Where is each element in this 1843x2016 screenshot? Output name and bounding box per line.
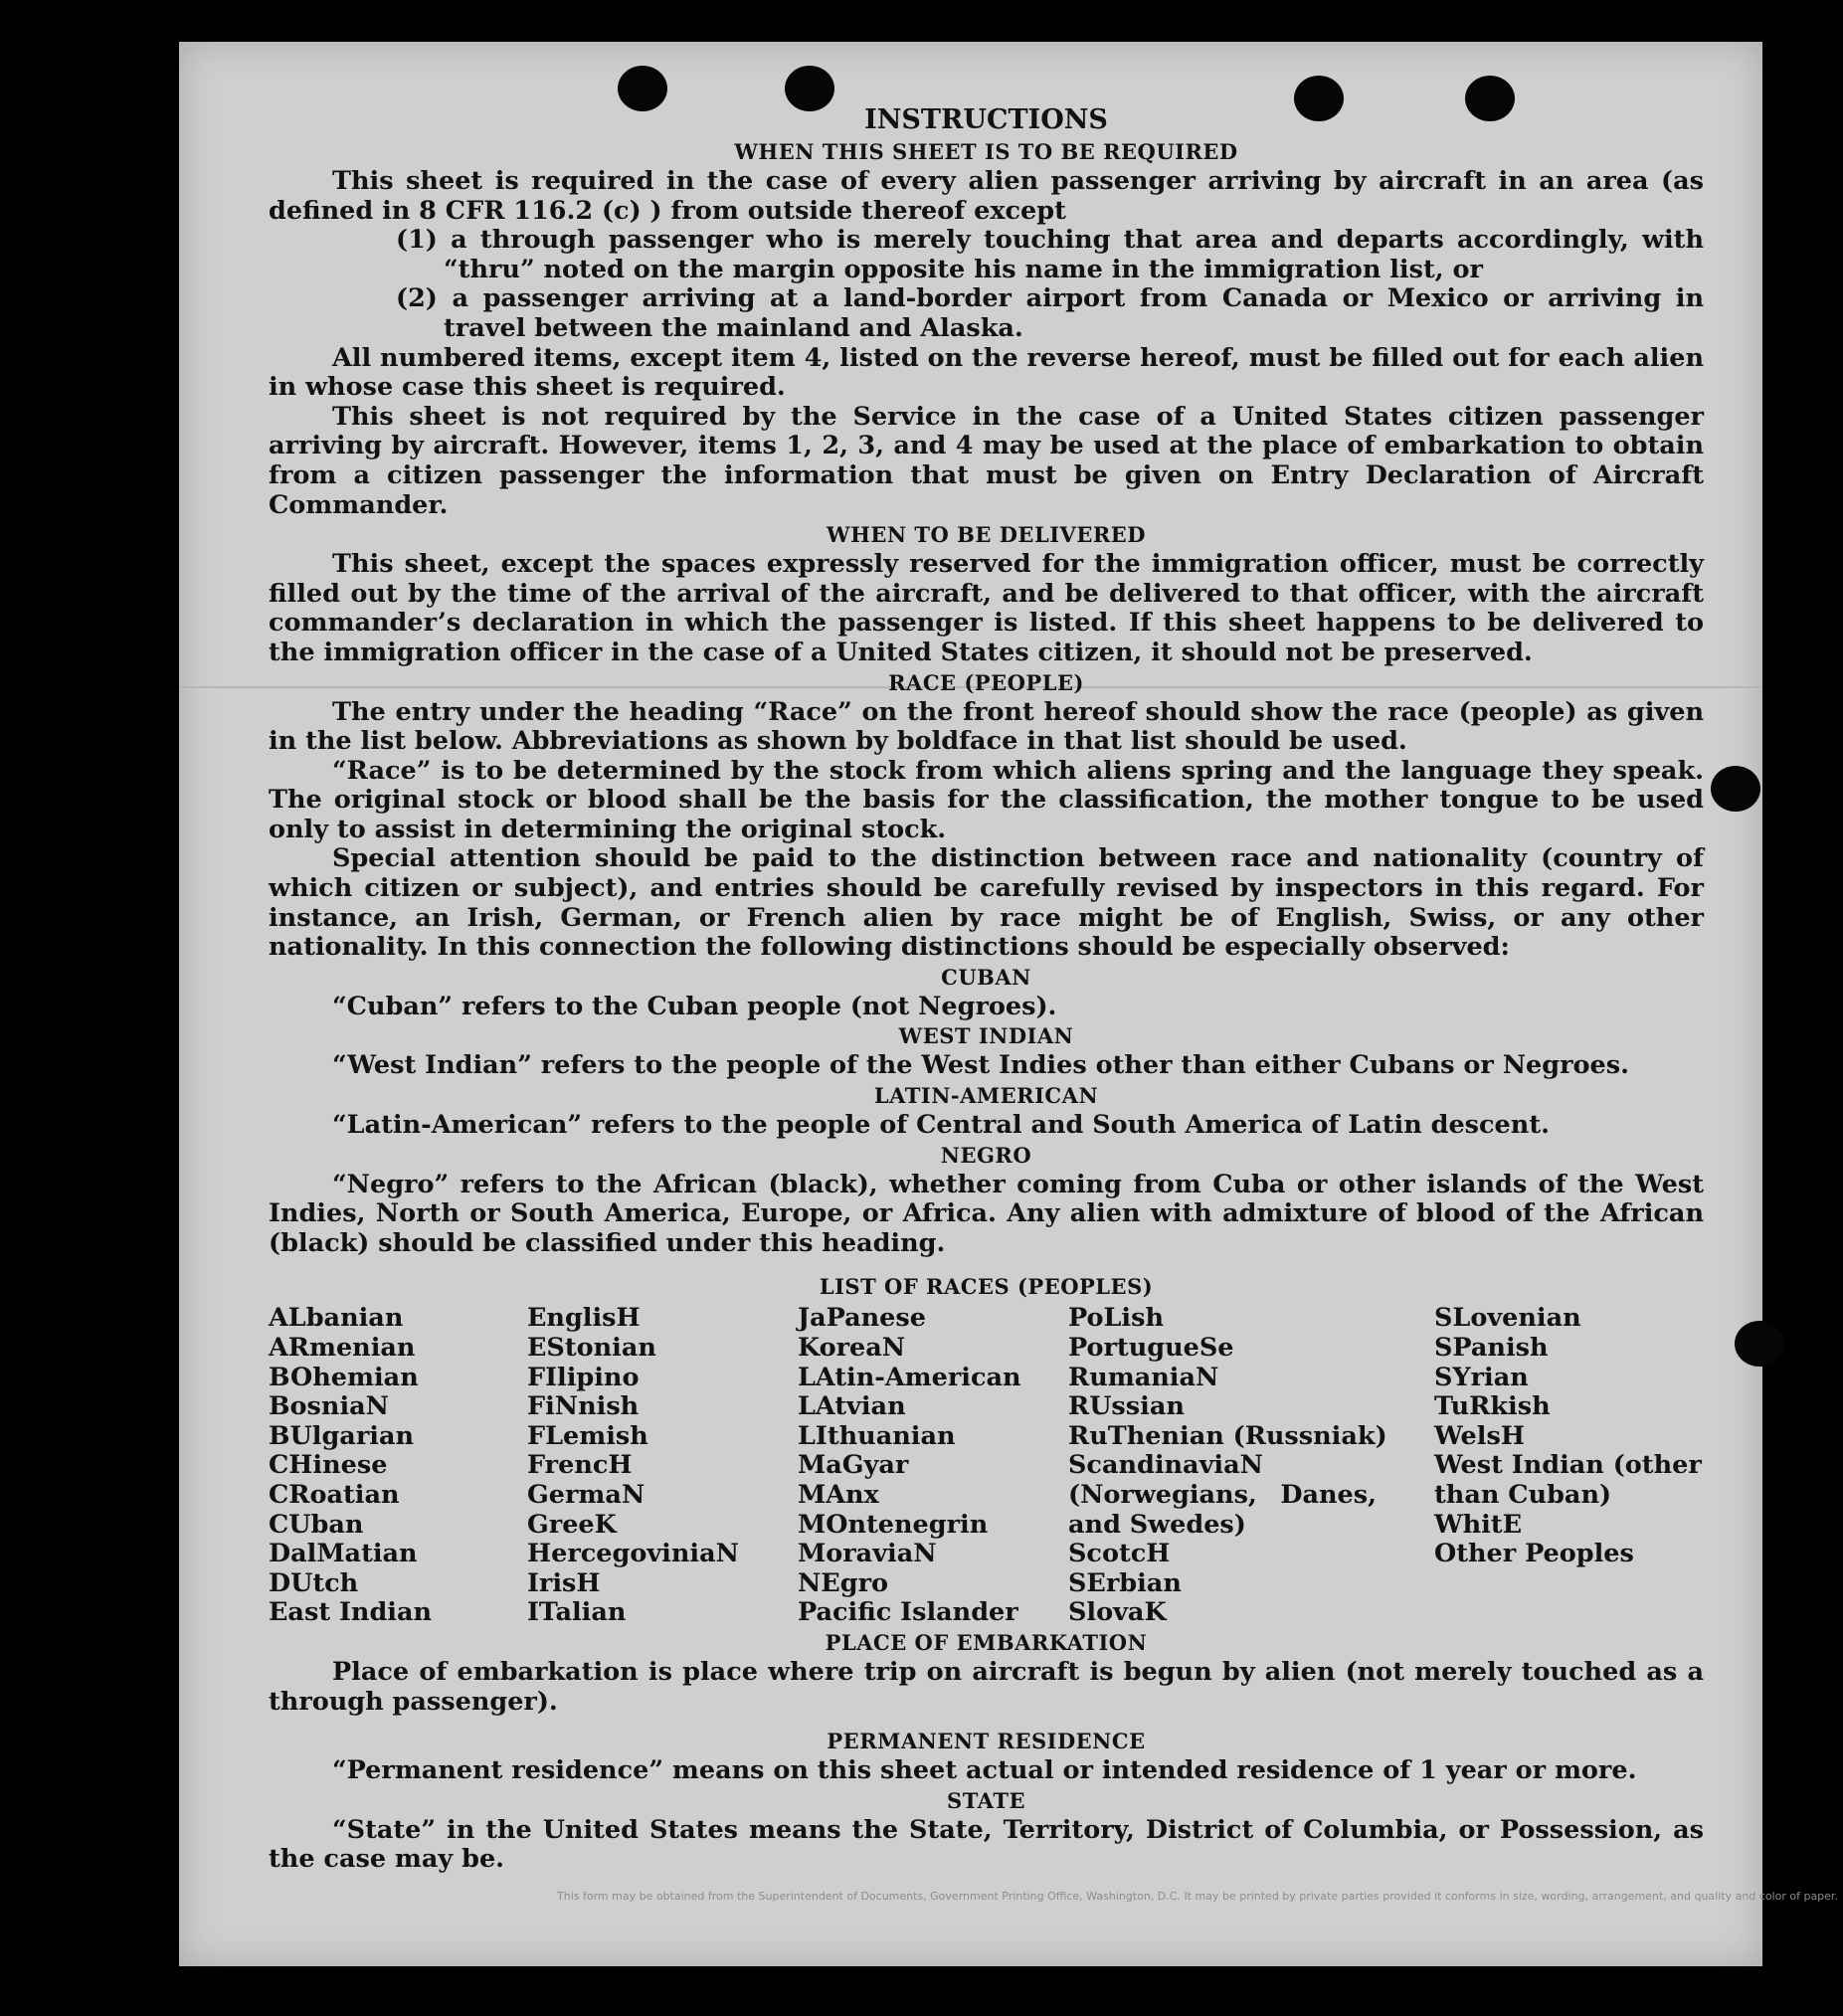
- race-entry: MOntenegrin: [798, 1509, 989, 1540]
- section-heading: PLACE OF EMBARKATION: [825, 1629, 1148, 1655]
- race-entry: SErbian: [1068, 1567, 1182, 1598]
- race-entry: LAtin-American: [798, 1362, 1021, 1392]
- paragraph: Place of embarkation is place where trip on aircraft is begun by alien (not merely touched as a through passenger).: [269, 1656, 1704, 1717]
- race-entry: ITalian: [527, 1597, 627, 1628]
- list-item: (2) a passenger arriving at a land-border airport from Canada or Mexico or arriving in travel between the mainland and Alaska.: [396, 283, 1704, 343]
- race-entry: SPanish: [1434, 1333, 1549, 1363]
- race-entry: ARmenian: [269, 1333, 416, 1363]
- race-entry: BOhemian: [269, 1362, 419, 1392]
- races-column: [1068, 1304, 1434, 1628]
- paragraph: The entry under the heading “Race” on the front hereof should show the race (people) as given in the list below. Abbreviations as shown by boldface in that list should be used.: [269, 696, 1704, 757]
- race-entry: WhitE: [1434, 1509, 1523, 1540]
- race-entry: PortugueSe: [1068, 1333, 1234, 1363]
- race-entry: BUlgarian: [269, 1420, 415, 1451]
- race-entry: IrisH: [527, 1567, 601, 1598]
- race-entry: FIlipino: [527, 1362, 640, 1392]
- races-column: [269, 1304, 527, 1628]
- definition-text: “Negro” refers to the African (black), whether coming from Cuba or other islands of the West Indies, North or South America, Europe, or Africa. Any alien with admixture of blood of the African (black) should be classified under this heading.: [269, 1169, 1704, 1258]
- definition-text: “Latin-American” refers to the people of Central and South America of Latin descent.: [332, 1110, 1550, 1141]
- race-entry: RumaniaN: [1068, 1362, 1219, 1392]
- race-entry: HercegoviniaN: [527, 1539, 739, 1569]
- race-entry: GermaN: [527, 1479, 645, 1510]
- races-heading: LIST OF RACES (PEOPLES): [819, 1274, 1154, 1300]
- definition-text: “West Indian” refers to the people of the West Indies other than either Cubans or Negroes.: [332, 1050, 1629, 1081]
- definition-text: “Cuban” refers to the Cuban people (not Negroes).: [332, 991, 1057, 1021]
- page-title: INSTRUCTIONS: [864, 104, 1108, 135]
- race-entry: EStonian: [527, 1333, 656, 1363]
- race-entry: SlovaK: [1068, 1597, 1167, 1628]
- race-entry: DUtch: [269, 1567, 359, 1598]
- race-entry: MAnx: [798, 1479, 879, 1510]
- race-entry: KoreaN: [798, 1333, 906, 1363]
- race-entry: GreeK: [527, 1509, 617, 1540]
- footer-note: This form may be obtained from the Superintendent of Documents, Government Printing Office, Washington, D.C. It may be printed by private parties provided it conforms in size, wording, arrangement, and quality and color of paper.: [557, 1890, 1838, 1903]
- race-entry: NEgro: [798, 1567, 889, 1598]
- race-entry: SLovenian: [1434, 1303, 1581, 1334]
- document-page: [179, 42, 1838, 1966]
- section-heading: RACE (PEOPLE): [888, 669, 1084, 695]
- race-entry: PoLish: [1068, 1303, 1165, 1334]
- races-column: [527, 1304, 798, 1628]
- races-column: [798, 1304, 1068, 1628]
- race-entry: LAtvian: [798, 1391, 906, 1422]
- race-entry: JaPanese: [798, 1303, 926, 1334]
- instructions-content: [269, 103, 1704, 1875]
- race-entry: DalMatian: [269, 1539, 418, 1569]
- race-entry: FiNnish: [527, 1391, 640, 1422]
- definition-heading: NEGRO: [940, 1142, 1032, 1168]
- race-entry: TuRkish: [1434, 1391, 1551, 1422]
- paragraph: “Race” is to be determined by the stock from which aliens spring and the language they speak. The original stock or blood shall be the basis for the classification, the mother tongue to be used only to assist in determining the original stock.: [269, 755, 1704, 844]
- race-entry: CRoatian: [269, 1479, 400, 1510]
- race-entry: FLemish: [527, 1420, 648, 1451]
- race-entry: RUssian: [1068, 1391, 1185, 1422]
- race-entry: Pacific Islander: [798, 1597, 1018, 1628]
- race-entry: FrencH: [527, 1450, 633, 1481]
- races-column: [1434, 1304, 1704, 1628]
- list-item: (1) a through passenger who is merely touching that area and departs accordingly, with “thru” noted on the margin opposite his name in the immigration list, or: [396, 225, 1704, 284]
- race-entry: ALbanian: [269, 1303, 404, 1334]
- race-entry: EnglisH: [527, 1303, 641, 1334]
- paragraph: This sheet, except the spaces expressly reserved for the immigration officer, must be correctly filled out by the time of the arrival of the aircraft, and be delivered to that officer, with the aircraft commander’s declaration in which the passenger is listed. If this sheet happens to be delivered to the immigration officer in the case of a United States citizen, it should not be preserved.: [269, 549, 1704, 667]
- race-entry: LIthuanian: [798, 1420, 956, 1451]
- race-entry: MaGyar: [798, 1450, 909, 1481]
- section-heading: WHEN TO BE DELIVERED: [826, 522, 1146, 548]
- paragraph: “State” in the United States means the State, Territory, District of Columbia, or Possession, as the case may be.: [269, 1814, 1704, 1875]
- race-entry: RuThenian (Russniak): [1068, 1420, 1387, 1451]
- punch-hole: [1735, 1321, 1784, 1367]
- race-entry: WelsH: [1434, 1420, 1525, 1451]
- race-entry: Other Peoples: [1434, 1539, 1634, 1569]
- definition-heading: CUBAN: [941, 964, 1031, 990]
- punch-hole: [1711, 766, 1760, 812]
- race-entry: BosniaN: [269, 1391, 389, 1422]
- paragraph: This sheet is required in the case of every alien passenger arriving by aircraft in an area (as defined in 8 CFR 116.2 (c) ) from outside thereof except: [269, 166, 1704, 226]
- paragraph: All numbered items, except item 4, listed on the reverse hereof, must be filled out for each alien in whose case this sheet is required.: [269, 342, 1704, 403]
- race-entry: MoraviaN: [798, 1539, 937, 1569]
- section-heading: PERMANENT RESIDENCE: [827, 1729, 1146, 1754]
- section-heading: STATE: [947, 1787, 1025, 1813]
- paragraph: Special attention should be paid to the distinction between race and nationality (country of which citizen or subject), and entries should be carefully revised by inspectors in this regard. For instance, an Irish, German, or French alien by race might be of English, Swiss, or any other nationality. In this connection the following distinctions should be especially observed:: [269, 843, 1704, 963]
- race-entry: East Indian: [269, 1597, 433, 1628]
- paragraph: This sheet is not required by the Service in the case of a United States citizen passenger arriving by aircraft. However, items 1, 2, 3, and 4 may be used at the place of embarkation to obtain from a citizen passenger the information that must be given on Entry Declaration of Aircraft Commander.: [269, 401, 1704, 520]
- race-entry: SYrian: [1434, 1362, 1529, 1392]
- race-entry: CUban: [269, 1509, 364, 1540]
- race-entry: CHinese: [269, 1450, 388, 1481]
- definition-heading: LATIN-AMERICAN: [873, 1083, 1099, 1109]
- race-entry: ScandinaviaN (Norwegians, Danes, and Swedes): [1068, 1450, 1377, 1540]
- race-entry: ScotcH: [1068, 1539, 1171, 1569]
- section-heading: WHEN THIS SHEET IS TO BE REQUIRED: [734, 139, 1238, 164]
- race-entry: West Indian (other than Cuban): [1434, 1450, 1702, 1510]
- races-list: [269, 1304, 1704, 1628]
- definition-heading: WEST INDIAN: [898, 1023, 1074, 1049]
- paragraph: “Permanent residence” means on this sheet actual or intended residence of 1 year or more.: [332, 1755, 1637, 1786]
